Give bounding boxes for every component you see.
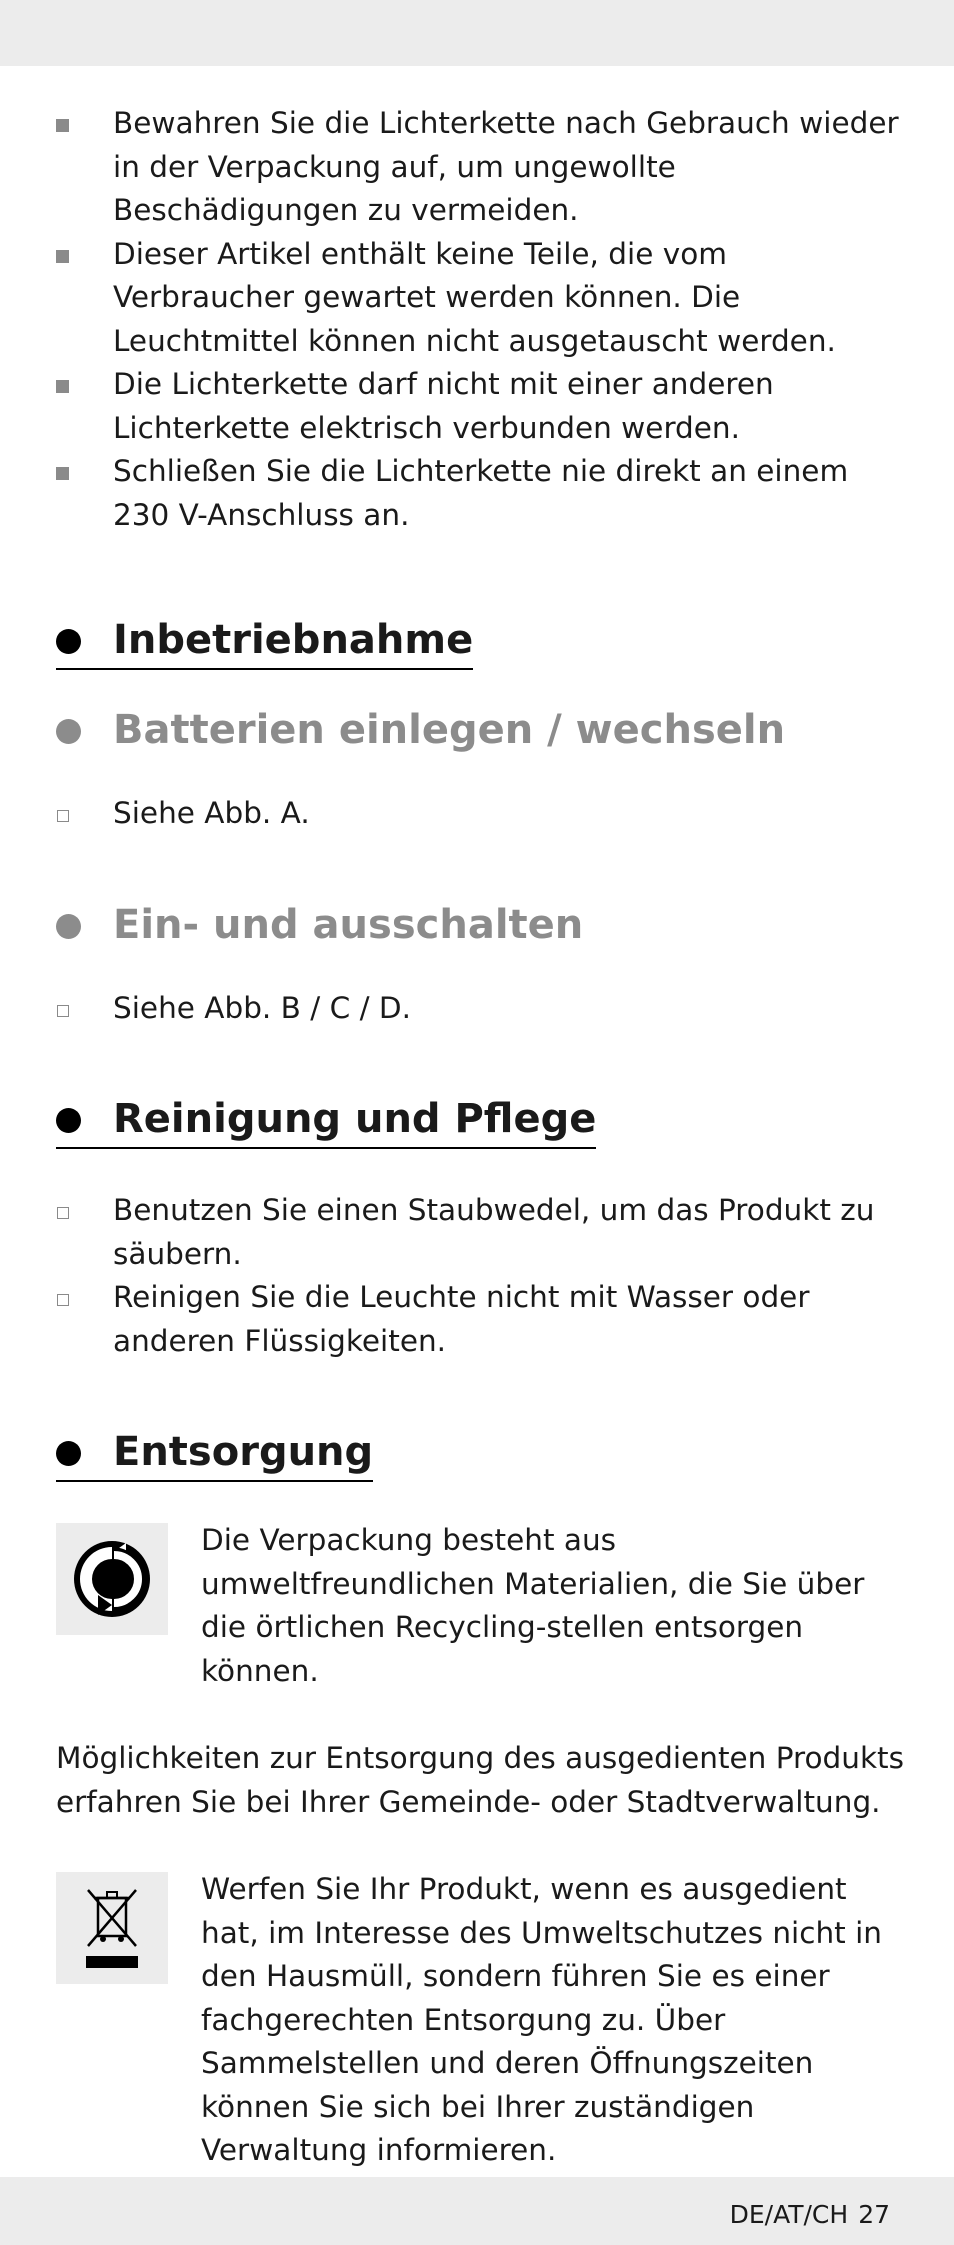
list-item: Die Lichterkette darf nicht mit einer anderen Lichterkette elektrisch verbunden werden. (56, 363, 906, 450)
footer-region: DE/AT/CH (729, 2200, 849, 2229)
square-bullet-icon (56, 119, 69, 132)
crossed-out-wheelie-bin-icon (56, 1872, 168, 1984)
page-number: 27 (858, 2200, 890, 2229)
safety-notes-list (56, 102, 906, 537)
list-item: Siehe Abb. B / C / D. (56, 987, 906, 1031)
section-heading-reinigung: Reinigung und Pflege (56, 1093, 596, 1149)
weee-disposal-block (56, 1868, 906, 2173)
packaging-disposal-block (56, 1519, 906, 1693)
municipal-disposal-text: Möglichkeiten zur Entsorgung des ausgedienten Produkts erfahren Sie bei Ihrer Gemeinde- oder Stadtverwaltung. (56, 1741, 904, 1819)
bullet-dot-icon (56, 914, 81, 939)
weee-disposal-text: Werfen Sie Ihr Produkt, wenn es ausgedient hat, im Interesse des Umweltschutzes nicht in den Hausmüll, sondern führen Sie es einer fachgerechten Entsorgung zu. Über Sammelstellen und deren Öffnungszeiten können Sie sich bei Ihrer zuständigen Verwaltung informieren. (201, 1872, 882, 2167)
batterien-list (56, 792, 906, 836)
section-heading-entsorgung: Entsorgung (56, 1426, 373, 1482)
list-item: Dieser Artikel enthält keine Teile, die vom Verbraucher gewartet werden können. Die Leuchtmittel können nicht ausgetauscht werden. (56, 233, 906, 364)
bullet-dot-icon (56, 1441, 81, 1466)
list-item: Schließen Sie die Lichterkette nie direkt an einem 230 V-Anschluss an. (56, 450, 906, 537)
page-footer (730, 2200, 890, 2230)
bullet-dot-icon (56, 1108, 81, 1133)
open-square-bullet-icon (57, 1294, 69, 1306)
open-square-bullet-icon (57, 810, 69, 822)
subheading-schalten: Ein- und ausschalten (56, 899, 583, 951)
square-bullet-icon (56, 250, 69, 263)
weee-symbol (76, 1882, 148, 1974)
list-item: Bewahren Sie die Lichterkette nach Gebrauch wieder in der Verpackung auf, um ungewollte Beschädigungen zu vermeiden. (56, 102, 906, 233)
schalten-list (56, 987, 906, 1031)
open-square-bullet-icon (57, 1005, 69, 1017)
open-square-bullet-icon (57, 1207, 69, 1219)
list-item: Siehe Abb. A. (56, 792, 906, 836)
packaging-disposal-text: Die Verpackung besteht aus umweltfreundlichen Materialien, die Sie über die örtlichen Recycling-stellen entsorgen können. (201, 1523, 865, 1688)
list-item: Reinigen Sie die Leuchte nicht mit Wasser oder anderen Flüssigkeiten. (56, 1276, 906, 1363)
square-bullet-icon (56, 380, 69, 393)
reinigung-list (56, 1189, 906, 1363)
square-bullet-icon (56, 467, 69, 480)
list-item: Benutzen Sie einen Staubwedel, um das Produkt zu säubern. (56, 1189, 906, 1276)
recycling-symbol (70, 1537, 154, 1621)
green-dot-recycling-icon (56, 1523, 168, 1635)
section-heading-inbetriebnahme: Inbetriebnahme (56, 614, 473, 670)
page-content (56, 102, 906, 2173)
bullet-dot-icon (56, 719, 81, 744)
subheading-batterien: Batterien einlegen / wechseln (56, 704, 785, 756)
page-header-band (0, 0, 954, 66)
bullet-dot-icon (56, 629, 81, 654)
